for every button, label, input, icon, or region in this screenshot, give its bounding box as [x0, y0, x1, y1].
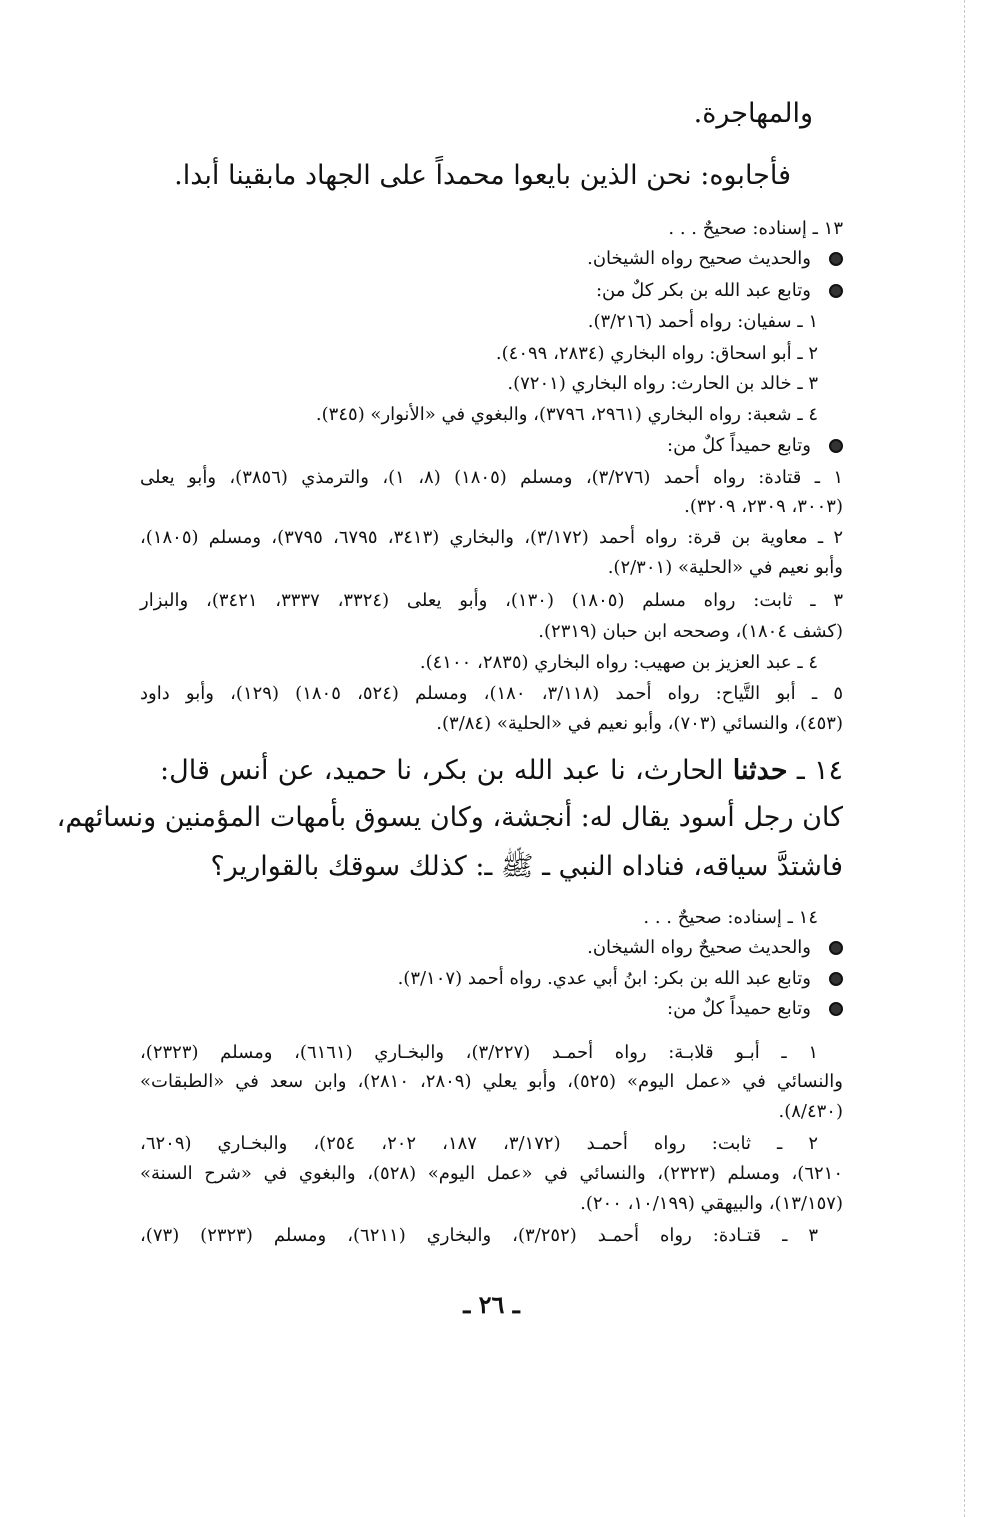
footnote-heading: ١٤ ـ إسناده: صحيحٌ . . .: [643, 907, 818, 928]
footnote-line: ٣ ـ ثابت: رواه مسلم (١٨٠٥) (١٣٠)، وأبو يعلى (٣٣٢٤، ٣٣٣٧، ٣٤٢١)، والبزار: [140, 590, 843, 611]
footnote-line: ٢ ـ أبو اسحاق: رواه البخاري (٢٨٣٤، ٤٠٩٩).: [495, 343, 818, 364]
footnote-line: ٣ ـ خالد بن الحارث: رواه البخاري (٧٢٠١).: [507, 373, 818, 394]
footnote-line: ٣ ـ قتـادة: رواه أحمـد (٣/٢٥٢)، والبخاري (٦٢١١)، ومسلم (٢٣٢٣) (٧٣)،: [140, 1225, 818, 1246]
footnote-line: (كشف ١٨٠٤)، وصححه ابن حبان (٢٣١٩).: [538, 621, 843, 642]
hadith-line: [160, 755, 843, 786]
text-line: والمهاجرة.: [693, 98, 813, 129]
footnote-heading: ١٣ ـ إسناده: صحيحٌ . . .: [668, 218, 843, 239]
bullet-text: والحديث صحيح رواه الشيخان.: [587, 248, 811, 269]
hadith-opening: حدثنا: [732, 755, 788, 786]
bullet-icon: [829, 439, 843, 453]
bullet-item: [596, 280, 843, 301]
footnote-line: ٤ ـ شعبة: رواه البخاري (٢٩٦١، ٣٧٩٦)، والبغوي في «الأنوار» (٣٤٥).: [315, 404, 818, 425]
footnote-line: (٨/٤٣٠).: [778, 1101, 843, 1122]
hadith-chain: الحارث، نا عبد الله بن بكر، نا حميد، عن أنس قال:: [160, 755, 733, 786]
bullet-item: [587, 937, 843, 958]
footnote-line: ٢ ـ ثابت: رواه أحمـد (٣/١٧٢، ١٨٧، ٢٠٢، ٢٥٤)، والبخـاري (٦٢٠٩،: [140, 1133, 819, 1154]
bullet-item: [667, 435, 843, 456]
footnote-line: ٦٢١٠)، ومسلم (٢٣٢٣)، والنسائي في «عمل اليوم» (٥٢٨)، والبغوي في «شرح السنة»: [140, 1163, 844, 1184]
bullet-text: والحديث صحيحٌ رواه الشيخان.: [587, 937, 811, 958]
footnote-line: ٥ ـ أبو التَّياح: رواه أحمد (٣/١١٨، ١٨٠)، ومسلم (٥٢٤، ١٨٠٥) (١٢٩)، وأبو داود: [140, 683, 843, 704]
bullet-text: وتابع عبد الله بن بكر كلٌ من:: [595, 280, 811, 301]
bullet-text: وتابع حميداً كلٌ من:: [667, 435, 811, 456]
footnote-line: ١ ـ سفيان: رواه أحمد (٣/٢١٦).: [587, 311, 818, 332]
bullet-text: وتابع عبد الله بن بكر: ابنُ أبي عدي. رواه أحمد (٣/١٠٧).: [397, 968, 811, 989]
footnote-line: (٤٥٣)، والنسائي (٧٠٣)، وأبو نعيم في «الحلية» (٣/٨٤).: [436, 713, 843, 734]
footnote-line: ١ ـ قتادة: رواه أحمد (٣/٢٧٦)، ومسلم (١٨٠٥) (٨، ١)، والترمذي (٣٨٥٦)، وأبو يعلى: [140, 467, 843, 488]
text-line: فأجابوه: نحن الذين بايعوا محمداً على الجهاد مابقينا أبدا.: [174, 160, 791, 191]
footnote-line: وأبو نعيم في «الحلية» (٢/٣٠١).: [607, 557, 843, 578]
bullet-icon: [829, 972, 843, 986]
hadith-line: فاشتدَّ سياقه، فناداه النبي ـ ﷺ ـ: كذلك سوقك بالقوارير؟: [210, 851, 843, 882]
footnote-line: (٣٠٠٣، ٢٣٠٩، ٣٢٠٩).: [684, 496, 843, 517]
bullet-text: وتابع حميداً كلٌ من:: [667, 998, 811, 1019]
footnote-line: ٤ ـ عبد العزيز بن صهيب: رواه البخاري (٢٨٣٥، ٤١٠٠).: [419, 652, 818, 673]
bullet-icon: [829, 284, 843, 298]
bullet-icon: [829, 252, 843, 266]
bullet-icon: [829, 1002, 843, 1016]
hadith-line: كان رجل أسود يقال له: أنجشة، وكان يسوق بأمهات المؤمنين ونسائهم،: [56, 802, 843, 833]
page-number: ـ ٢٦ ـ: [463, 1290, 520, 1319]
bullet-item: [667, 998, 843, 1019]
hadith-number: ١٤ ـ: [787, 755, 843, 786]
footnote-line: ١ ـ أبـو قلابـة: رواه أحمـد (٣/٢٢٧)، والبخـاري (٦١٦١)، ومسلم (٢٣٢٣)،: [140, 1042, 818, 1063]
bullet-item: [587, 248, 843, 269]
footnote-line: (١٣/١٥٧)، والبيهقي (١٠/١٩٩، ٢٠٠).: [580, 1193, 843, 1214]
bullet-icon: [829, 941, 843, 955]
footnote-line: ٢ ـ معاوية بن قرة: رواه أحمد (٣/١٧٢)، والبخاري (٣٤١٣، ٦٧٩٥، ٣٧٩٥)، ومسلم (١٨٠٥)،: [140, 527, 843, 548]
bullet-item: [398, 968, 843, 989]
footnote-line: والنسائي في «عمل اليوم» (٥٢٥)، وأبو يعلي (٢٨٠٩، ٢٨١٠)، وابن سعد في «الطبقات»: [140, 1071, 843, 1092]
